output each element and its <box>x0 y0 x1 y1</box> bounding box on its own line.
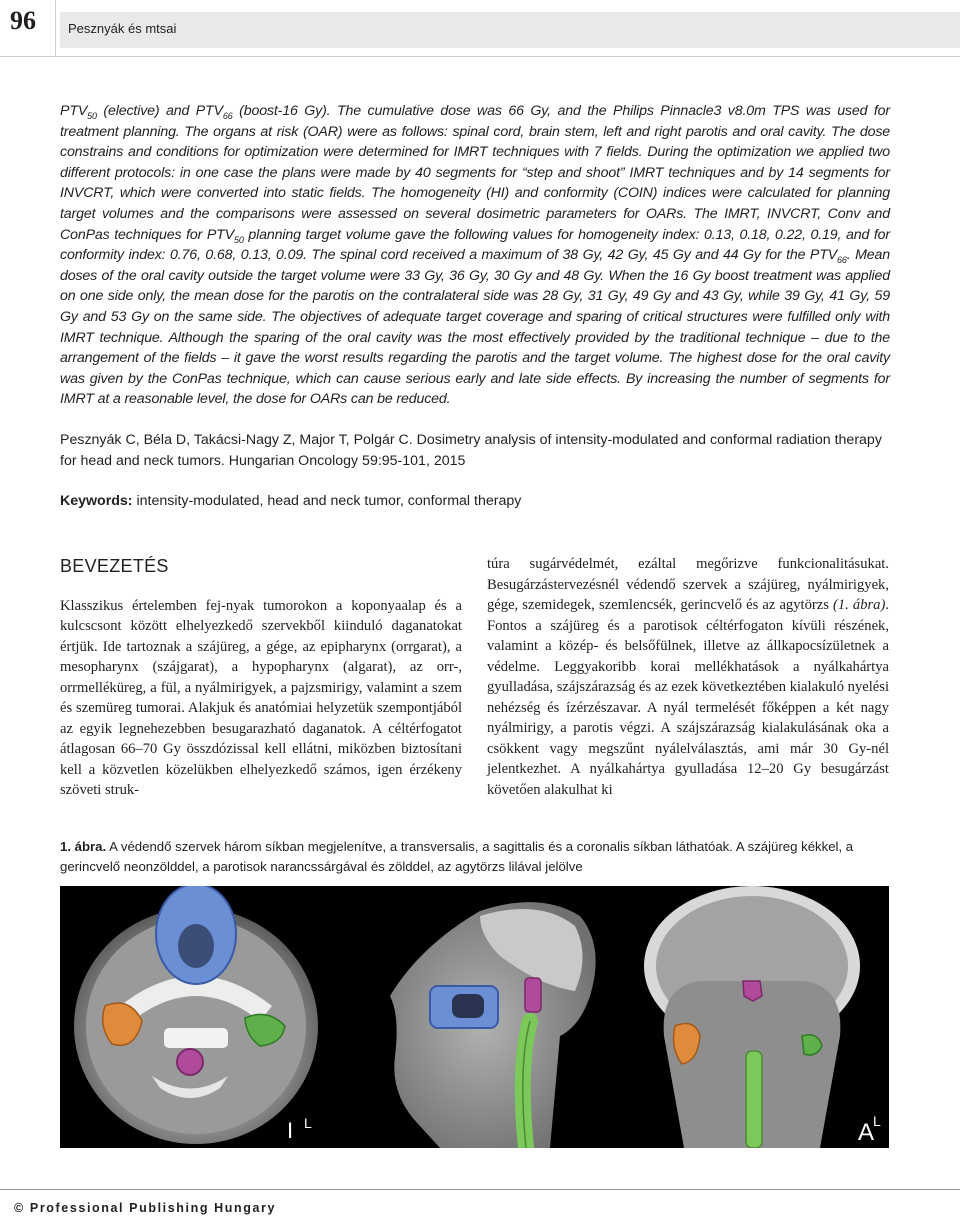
keywords <box>60 493 521 509</box>
caption-label: 1. ábra. <box>60 839 107 854</box>
abstract-subscript: 66 <box>837 254 847 265</box>
panel-sagittal <box>336 886 612 1148</box>
ct-image <box>60 886 889 1148</box>
abstract-text <box>60 101 890 410</box>
page-number: 96 <box>10 6 36 35</box>
body-paragraph <box>487 554 889 800</box>
figure-reference: (1. ábra) <box>833 597 886 613</box>
abstract-subscript: 50 <box>87 110 97 121</box>
paragraph-fragment: túra sugárvédelmét, ezáltal megőrizve funkcionalitásukat. Besugárzástervezésnél védendő szervek a szájüreg, nyálmirigyek, gége, szemidegek, szemlencsék, gerincvelő és az agytörzs <box>487 556 889 613</box>
abstract-subscript: 66 <box>222 110 233 121</box>
figure-caption <box>60 837 890 877</box>
keywords-text: intensity-modulated, head and neck tumor, conformal therapy <box>132 493 522 509</box>
brainstem-contour <box>525 978 541 1012</box>
panel-corner-label: I <box>287 1118 294 1143</box>
figure-ct-panels <box>60 886 889 1148</box>
panel-corner-label: L <box>304 1115 312 1131</box>
left-column <box>60 556 462 801</box>
paragraph-fragment: . Fontos a szájüreg és a parotisok céltérfogaton kívüli részének, valamint a közép- és belsőfülnek, illetve az állkapocsízületnek a védelme. Leggyakoribb korai mellékhatások a nyálkahártya gyulladása, szájszárazság és az ezek következtében kialakuló nyelési nehézség és ízérzészavar. A nyál termelését főképpen a két nagy nyálmirigy, a parotis végzi. A szájszárazság kialakulásának oka a csökkent vagy megszűnt nyálelválasztás, ami már 30 Gy-nél jelentkezhet. A nyálkahártya gyulladása 12–20 Gy besugárzást követően alakulhat ki <box>487 597 889 798</box>
citation: Pesznyák C, Béla D, Takácsi-Nagy Z, Major T, Polgár C. Dosimetry analysis of intensity-modulated and conformal radiation therapy for head and neck tumors. Hungarian Oncology 59:95-101, 2015 <box>60 432 882 469</box>
keywords-label: Keywords: <box>60 493 133 509</box>
section-title: BEVEZETÉS <box>60 556 169 576</box>
footer-rule <box>0 1189 960 1190</box>
header-bar <box>60 12 960 48</box>
abstract-subscript: 50 <box>234 234 244 245</box>
footer-copyright: © Professional Publishing Hungary <box>14 1201 277 1215</box>
abstract-fragment: (elective) and PTV <box>96 103 223 119</box>
spinal-cord-contour <box>746 1051 762 1148</box>
page-header <box>0 0 960 56</box>
caption-text: A védendő szervek három síkban megjelenítve, a transversalis, a sagittalis és a coronalis síkban láthatóak. A szájüreg kékkel, a gerincvelő neonzölddel, a parotisok narancssárgával és zölddel, az agytörzs lilával jelölve <box>60 839 854 874</box>
panel-coronal <box>616 886 889 1148</box>
abstract-fragment: (boost-16 Gy). The cumulative dose was 66 Gy, and the Philips Pinnacle3 v8.0m TPS was used for treatment planning. The organs at risk (OAR) were as follows: spinal cord, brain stem, left and right parotis and oral cavity. The dose constrains and conditions for optimization were determined for IMRT techniques with 7 fields. During the optimization we applied two different protocols: in one case the plans were made by 40 segments for “step and shoot” IMRT techniques and by 14 segments for INVCRT, which were converted into static fields. The homogeneity (HI) and conformity (COIN) indices were calculated for planning target volumes and the comparisons were assessed on several dosimetric parameters for OARs. The IMRT, INVCRT, Conv and ConPas techniques for PTV <box>60 103 890 243</box>
header-divider <box>55 0 56 56</box>
running-head: Pesznyák és mtsai <box>68 21 177 36</box>
right-column <box>487 554 889 800</box>
header-rule <box>0 56 960 57</box>
abstract-ptv-label: PTV <box>60 103 88 119</box>
abstract-fragment: planning target volume gave the following values for homogeneity index: 0.13, 0.18, 0.22, 0.19, and for conformity index: 0.76, 0.68, 0.13, 0.09. The spinal cord received a maximum of 38 Gy, 42 Gy, 45 Gy and 44 Gy for the PTV <box>60 226 890 264</box>
panel-corner-label: A <box>858 1119 875 1146</box>
abstract-fragment: . Mean doses of the oral cavity outside the target volume were 33 Gy, 36 Gy, 30 Gy and 48 Gy. When the 16 Gy boost treatment was applied on one side only, the mean dose for the parotis on the contralateral side was 28 Gy, 31 Gy, 49 Gy and 43 Gy, while 39 Gy, 41 Gy, 59 Gy and 53 Gy on the same side. The objectives of adequate target coverage and sparing of critical structures were fulfilled only with IMRT technique. Although the sparing of the oral cavity was the most effectively provided by the traditional technique – due to the arrangement of the fields – it gave the worst results regarding the parotis and the target volume. The highest dose for the oral cavity was given by the ConPas technique, which can cause serious early and late side effects. By increasing the number of segments for IMRT at a reasonable level, the dose for OARs can be reduced. <box>60 247 890 408</box>
spinal-cord-contour <box>177 1049 203 1075</box>
body-paragraph: Klasszikus értelemben fej-nyak tumorokon a koponyaalap és a kulcscsont között elhelyezkedő szervekből kiinduló daganatokat értjük. Ide tartoznak a szájüreg, a gége, az epipharynx (orrgarat), a mesopharynx (szájgarat), a hypopharynx (algarat), az orr-, orrmelléküreg, a fül, a nyálmirigyek, a pajzsmirigy, valamint a szem és szemüreg tumorai. Alakjuk és anatómiai helyzetük szempontjából az egyik legnehezebben besugarazható daganatok. A céltérfogatot átlagosan 66–70 Gy összdózissal kell ellátni, miközben biztosítani kell a közvetlen közelükben elhelyezkedő számos, igen érzékeny szöveti struk- <box>60 597 462 798</box>
panel-corner-label: L <box>873 1113 881 1129</box>
panel-transversal <box>60 886 332 1148</box>
